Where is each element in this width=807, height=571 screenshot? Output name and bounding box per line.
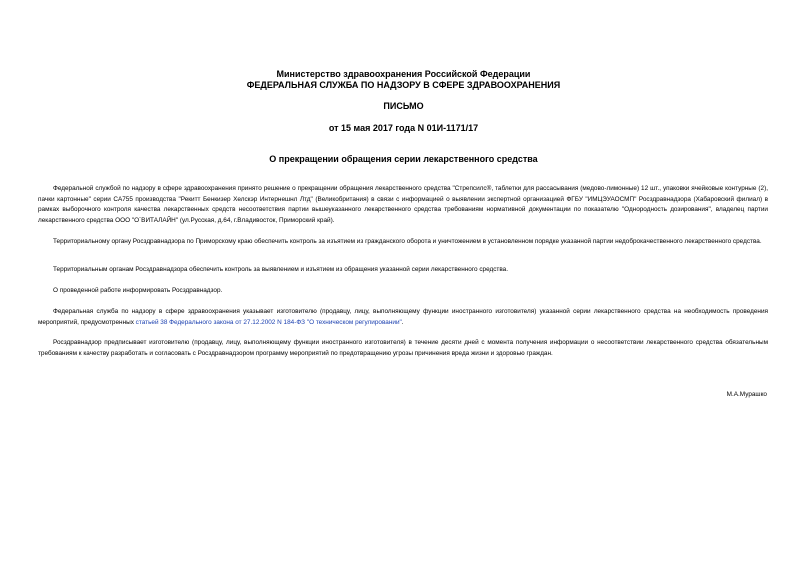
paragraph-territorial-bodies: Территориальным органам Росздравнадзора обеспечить контроль за выявлением и изъятием из обращения указанной серии лекарственного средства. — [53, 266, 509, 273]
document-type: ПИСЬМО — [383, 101, 424, 111]
paragraph-manufacturer-measures-text: Федеральная служба по надзору в сфере здравоохранения указывает изготовителю (продавцу, лицу, выполняющему функции иностранного изготовителя) указанной серии лекарственного средства на необходимость проведения мероприятий, предусмотренных — [38, 308, 768, 326]
paragraph-report: О проведенной работе информировать Росздравнадзор. — [53, 287, 223, 294]
paragraph-regional-control: Территориальному органу Росздравнадзора по Приморскому краю обеспечить контроль за изъятием из гражданского оборота и уничтожением в установленном порядке указанной партии недоброкачественного лекарственного средства. — [53, 238, 762, 245]
paragraph-prescription: Росздравнадзор предписывает изготовителю (продавцу, лицу, выполняющему функции иностранного изготовителя) в течение десяти дней с момента получения информации о несоответствии лекарственного средства обязательным требованиям к качеству разработать и согласовать с Росздравнадзором программу мероприятий по предотвращению угрозы причинения вреда жизни и здоровью граждан. — [38, 339, 768, 357]
ministry-name: Министерство здравоохранения Российской Федерации — [276, 69, 531, 79]
paragraph-decision: Федеральной службой по надзору в сфере здравоохранения принято решение о прекращении обращения лекарственного средства "Стрепсилс®, таблетки для рассасывания (медово-лимонные) 12 шт., упаковки ячейковые контурные (2), пачки картонные" серии CA755 производства "Рекитт Бенкизер Хелскэр Интернешнл Лтд" (Великобритания) в связи с информацией о выявлении экспертной организацией ФГБУ "ИМЦЭУАОСМП" Росздравнадзора (Хабаровский филиал) в рамках выборочного контроля качества лекарственных средств несоответствия партии вышеуказанного лекарственного средства требованиям нормативной документации по показателю "Однородность дозирования", владелец партии лекарственного средства ООО "О`ВИТАЛАЙН" (ул.Русская, д.64, г.Владивосток, Приморский край). — [38, 185, 768, 224]
paragraph-manufacturer-measures — [38, 307, 768, 328]
paragraph-manufacturer-measures-end: . — [401, 318, 404, 326]
signature-name: М.А.Мурашко — [726, 391, 767, 398]
document-date-number: от 15 мая 2017 года N 01И-1171/17 — [328, 123, 479, 133]
document-subject: О прекращении обращения серии лекарственного средства — [269, 154, 538, 164]
law-article-link[interactable]: статьей 38 Федерального закона от 27.12.2002 N 184-ФЗ "О техническом регулировании" — [135, 318, 402, 326]
agency-name: ФЕДЕРАЛЬНАЯ СЛУЖБА ПО НАДЗОРУ В СФЕРЕ ЗДРАВООХРАНЕНИЯ — [246, 80, 561, 90]
